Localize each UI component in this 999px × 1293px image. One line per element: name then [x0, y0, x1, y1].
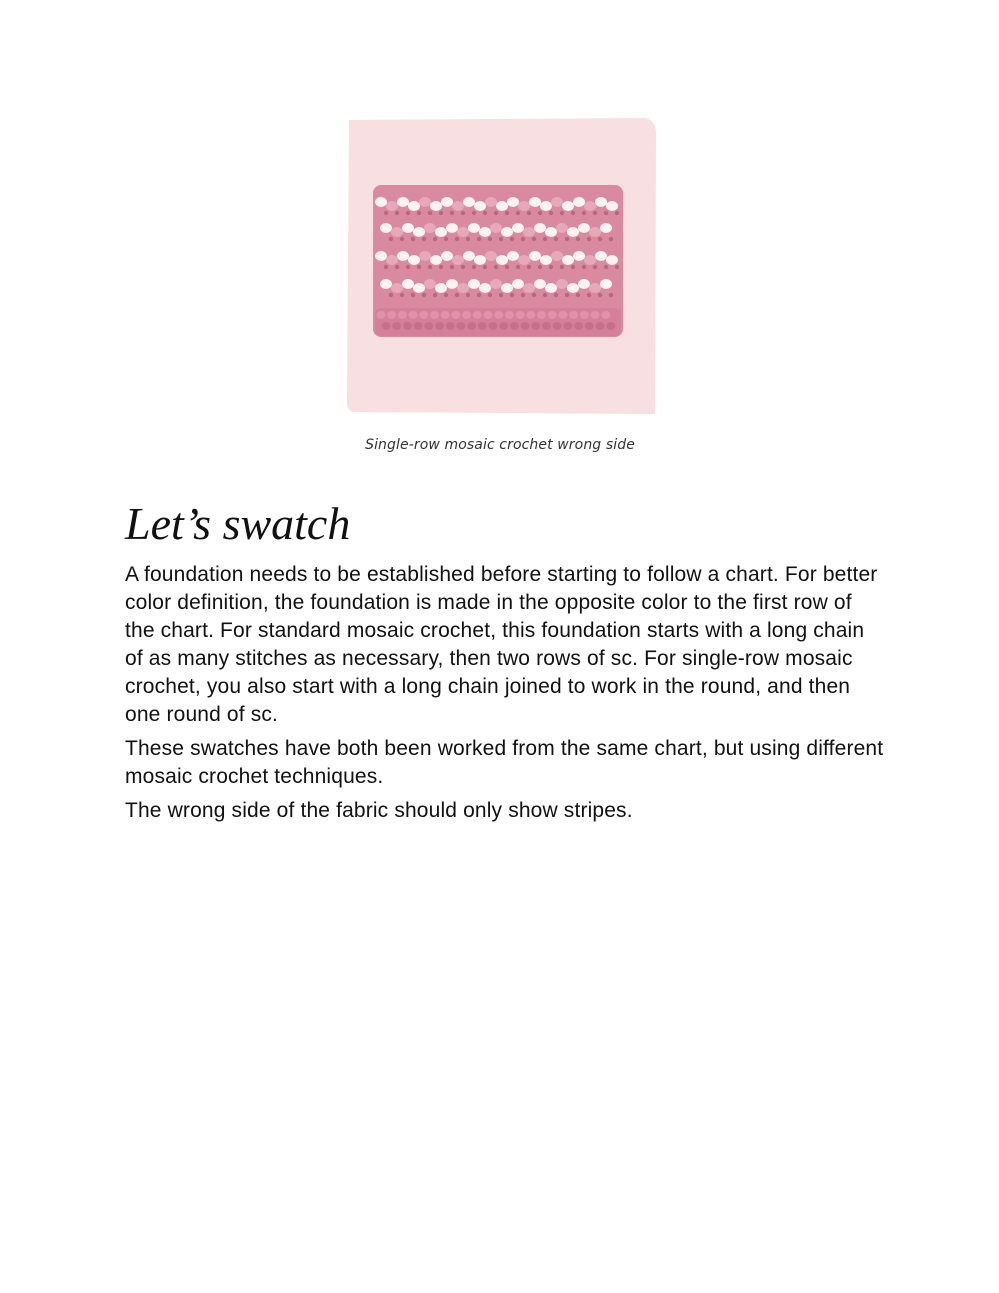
stitch-dark [488, 293, 492, 297]
stitch-pink [382, 322, 391, 330]
stitch-white [446, 223, 458, 233]
stitch-dark [483, 265, 487, 269]
stitch-dark [510, 293, 514, 297]
stitch-white [485, 197, 497, 207]
stitch-pink [387, 311, 396, 319]
stitch-white [468, 279, 480, 289]
stitch-pink [548, 311, 557, 319]
stitch-white [540, 201, 552, 211]
stitch-white [424, 223, 436, 233]
stitch-dark [604, 265, 608, 269]
stitch-pink [419, 311, 428, 319]
stitch-pink [441, 311, 450, 319]
stitch-dark [571, 265, 575, 269]
stitch-dark [499, 293, 503, 297]
stitch-white [463, 197, 475, 207]
stitch-dark [395, 211, 399, 215]
stitch-dark [565, 293, 569, 297]
paragraph-foundation: A foundation needs to be established before starting to follow a chart. For better color definition, the foundation is made in the opposite color to the first row of the chart. For standard mosaic crochet, this foundation starts with a long chain of as many stitches as necessary, then two rows of sc. For single-row mosaic crochet, you also start with a long chain joined to work in the round, and then one round of sc. [125, 563, 878, 726]
stitch-white [545, 283, 557, 293]
stitch-pink [606, 322, 615, 330]
stitch-pink [392, 322, 401, 330]
stitch-dark [411, 293, 415, 297]
stitch-white [606, 255, 618, 265]
stitch-dark [477, 237, 481, 241]
stitch-pink [398, 311, 407, 319]
stitch-pink [489, 322, 498, 330]
stitch-white [600, 279, 612, 289]
stitch-dark [433, 237, 437, 241]
stitch-pink [484, 311, 493, 319]
stitch-pink [601, 311, 610, 319]
stitch-dark [582, 211, 586, 215]
stitch-white [397, 197, 409, 207]
stitch-white [375, 197, 387, 207]
stitch-dark [472, 265, 476, 269]
stitch-white [567, 283, 579, 293]
stitch-dark [417, 211, 421, 215]
stitch-dark [587, 293, 591, 297]
stitch-pink [516, 311, 525, 319]
stitch-pink [569, 311, 578, 319]
stitch-dark [582, 265, 586, 269]
stitch-dark [516, 211, 520, 215]
stitch-white [402, 223, 414, 233]
stitch-pink [596, 322, 605, 330]
stitch-white [402, 279, 414, 289]
stitch-dark [532, 293, 536, 297]
stitch-white [391, 227, 403, 237]
stitch-white [413, 283, 425, 293]
stitch-white [441, 251, 453, 261]
stitch-white [512, 223, 524, 233]
stitch-pink [574, 322, 583, 330]
stitch-pink [591, 311, 600, 319]
stitch-white [518, 255, 530, 265]
stitch-pink [510, 322, 519, 330]
stitch-white [534, 279, 546, 289]
stitch-dark [615, 265, 619, 269]
stitch-white [507, 197, 519, 207]
stitch-white [419, 251, 431, 261]
stitch-dark [494, 211, 498, 215]
stitch-dark [461, 265, 465, 269]
stitch-white [479, 227, 491, 237]
stitch-dark [422, 237, 426, 241]
stitch-white [375, 251, 387, 261]
stitch-dark [604, 211, 608, 215]
stitch-white [518, 201, 530, 211]
stitch-dark [466, 237, 470, 241]
stitch-dark [576, 237, 580, 241]
stitch-dark [389, 293, 393, 297]
stitch-dark [499, 237, 503, 241]
stitch-white [595, 197, 607, 207]
crochet-swatch [373, 185, 623, 337]
stitch-white [501, 283, 513, 293]
stitch-pink [414, 322, 423, 330]
stitch-pink [526, 311, 535, 319]
stitch-dark [488, 237, 492, 241]
stitch-pink [446, 322, 455, 330]
stitch-pink [531, 322, 540, 330]
stitch-dark [593, 211, 597, 215]
stitch-pink [537, 311, 546, 319]
stitch-white [551, 251, 563, 261]
stitch-dark [554, 237, 558, 241]
stitch-dark [510, 237, 514, 241]
stitch-dark [516, 265, 520, 269]
stitch-dark [609, 293, 613, 297]
stitch-dark [400, 293, 404, 297]
stitch-dark [538, 211, 542, 215]
stitch-white [452, 255, 464, 265]
stitch-white [457, 283, 469, 293]
stitch-dark [565, 237, 569, 241]
stitch-pink [451, 311, 460, 319]
stitch-pink [558, 311, 567, 319]
stitch-white [595, 251, 607, 261]
stitch-dark [560, 265, 564, 269]
stitch-dark [505, 211, 509, 215]
stitch-dark [527, 265, 531, 269]
stitch-dark [406, 211, 410, 215]
stitch-dark [505, 265, 509, 269]
stitch-white [463, 251, 475, 261]
stitch-white [523, 227, 535, 237]
stitch-pink [505, 311, 514, 319]
stitch-pink [494, 311, 503, 319]
stitch-white [457, 227, 469, 237]
stitch-dark [576, 293, 580, 297]
stitch-pink [478, 322, 487, 330]
stitch-dark [395, 265, 399, 269]
stitch-pink [580, 311, 589, 319]
stitch-white [540, 255, 552, 265]
stitch-white [435, 283, 447, 293]
stitch-dark [406, 265, 410, 269]
stitch-dark [532, 237, 536, 241]
stitch-white [380, 279, 392, 289]
stitch-dark [598, 293, 602, 297]
stitch-pink [585, 322, 594, 330]
stitch-dark [455, 293, 459, 297]
swatch-illustration [345, 118, 657, 416]
stitch-dark [494, 265, 498, 269]
stitch-white [479, 283, 491, 293]
stitch-white [408, 201, 420, 211]
stitch-dark [400, 237, 404, 241]
stitch-white [584, 255, 596, 265]
stitch-white [430, 255, 442, 265]
stitch-dark [428, 211, 432, 215]
stitch-dark [609, 237, 613, 241]
stitch-white [551, 197, 563, 207]
stitch-dark [422, 293, 426, 297]
stitch-pink [435, 322, 444, 330]
stitch-dark [549, 265, 553, 269]
stitch-white [523, 283, 535, 293]
stitch-dark [543, 237, 547, 241]
stitch-dark [411, 237, 415, 241]
stitch-dark [549, 211, 553, 215]
stitch-white [534, 223, 546, 233]
stitch-white [408, 255, 420, 265]
stitch-white [413, 227, 425, 237]
stitch-dark [439, 265, 443, 269]
stitch-white [600, 223, 612, 233]
stitch-white [606, 201, 618, 211]
stitch-dark [593, 265, 597, 269]
stitch-pink [521, 322, 530, 330]
stitch-white [512, 279, 524, 289]
stitch-white [468, 223, 480, 233]
stitch-dark [461, 211, 465, 215]
stitch-dark [543, 293, 547, 297]
stitch-pink [403, 322, 412, 330]
body-text [125, 561, 885, 831]
stitch-dark [433, 293, 437, 297]
stitch-dark [439, 211, 443, 215]
stitch-dark [472, 211, 476, 215]
stitch-dark [455, 237, 459, 241]
stitch-white [386, 201, 398, 211]
stitch-dark [587, 237, 591, 241]
stitch-white [386, 255, 398, 265]
stitch-white [556, 279, 568, 289]
stitch-pink [563, 322, 572, 330]
stitch-white [584, 201, 596, 211]
stitch-dark [444, 293, 448, 297]
stitch-dark [466, 293, 470, 297]
stitch-dark [527, 211, 531, 215]
stitch-dark [483, 211, 487, 215]
stitch-white [435, 227, 447, 237]
stitch-dark [521, 237, 525, 241]
stitch-white [452, 201, 464, 211]
stitch-white [474, 201, 486, 211]
stitch-white [589, 283, 601, 293]
stitch-white [485, 251, 497, 261]
stitch-dark [521, 293, 525, 297]
stitch-white [562, 255, 574, 265]
stitch-pink [424, 322, 433, 330]
stitch-white [424, 279, 436, 289]
stitch-white [589, 227, 601, 237]
stitch-dark [389, 237, 393, 241]
stitch-pink [462, 311, 471, 319]
stitch-dark [384, 265, 388, 269]
stitch-dark [554, 293, 558, 297]
stitch-white [507, 251, 519, 261]
stitch-dark [477, 293, 481, 297]
stitch-pink [473, 311, 482, 319]
swatch-photo [345, 118, 657, 416]
stitch-white [380, 223, 392, 233]
stitch-white [419, 197, 431, 207]
stitch-white [578, 279, 590, 289]
stitch-white [562, 201, 574, 211]
stitch-dark [384, 211, 388, 215]
stitch-white [430, 201, 442, 211]
stitch-pink [409, 311, 418, 319]
stitch-dark [417, 265, 421, 269]
stitch-white [391, 283, 403, 293]
stitch-white [490, 223, 502, 233]
stitch-white [501, 227, 513, 237]
stitch-pink [499, 322, 508, 330]
stitch-dark [450, 265, 454, 269]
stitch-dark [538, 265, 542, 269]
stitch-pink [377, 311, 386, 319]
stitch-pink [456, 322, 465, 330]
stitch-white [529, 197, 541, 207]
stitch-white [578, 223, 590, 233]
stitch-dark [615, 211, 619, 215]
stitch-pink [542, 322, 551, 330]
stitch-dark [450, 211, 454, 215]
stitch-white [529, 251, 541, 261]
stitch-pink [430, 311, 439, 319]
stitch-white [490, 279, 502, 289]
stitch-pink [553, 322, 562, 330]
paragraph-wrong-side: The wrong side of the fabric should only show stripes. [125, 799, 633, 822]
section-heading: Let’s swatch [125, 498, 351, 549]
stitch-white [556, 223, 568, 233]
stitch-dark [428, 265, 432, 269]
stitch-white [496, 255, 508, 265]
stitch-dark [444, 237, 448, 241]
stitch-white [446, 279, 458, 289]
stitch-white [573, 251, 585, 261]
stitch-white [545, 227, 557, 237]
stitch-pink [467, 322, 476, 330]
stitch-white [496, 201, 508, 211]
stitch-white [567, 227, 579, 237]
stitch-dark [571, 211, 575, 215]
stitch-white [474, 255, 486, 265]
stitch-white [397, 251, 409, 261]
figure-caption: Single-row mosaic crochet wrong side [365, 437, 635, 453]
stitch-white [441, 197, 453, 207]
paragraph-swatches: These swatches have both been worked from the same chart, but using different mosaic crochet techniques. [125, 737, 884, 788]
stitch-white [573, 197, 585, 207]
stitch-dark [560, 211, 564, 215]
stitch-dark [598, 237, 602, 241]
